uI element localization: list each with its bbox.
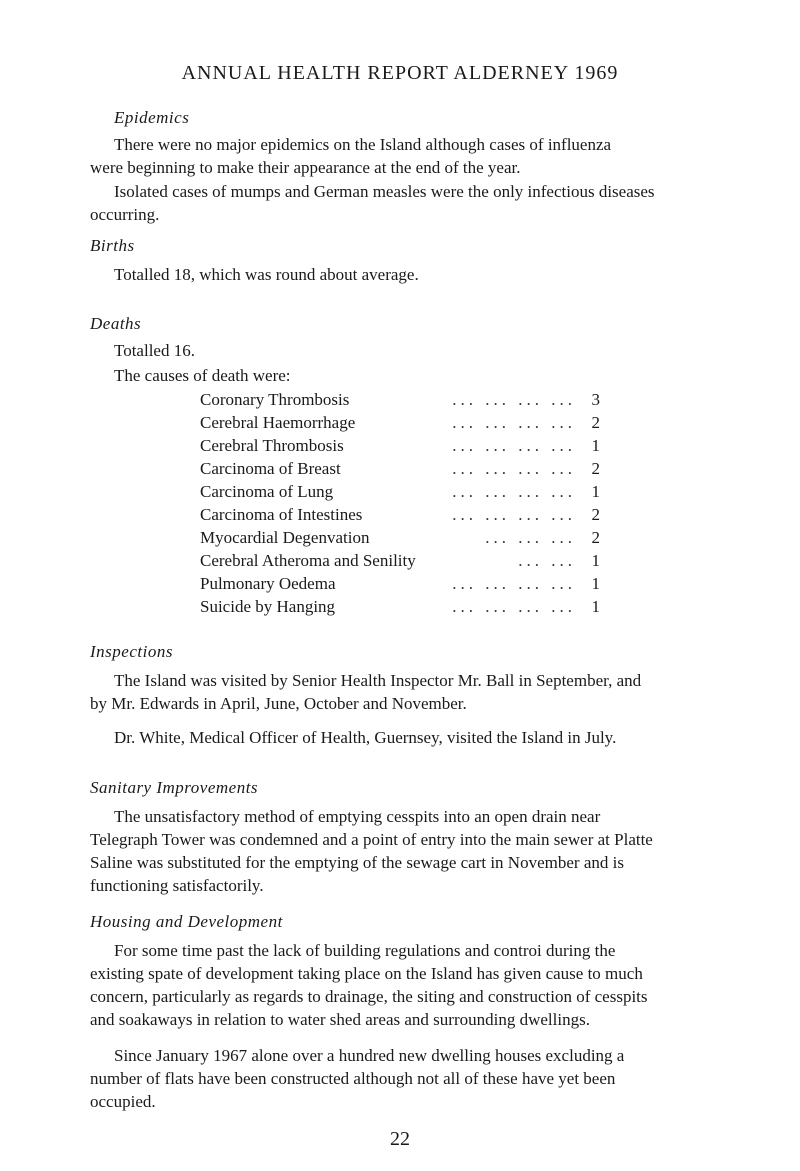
cause-count: 3 [591, 390, 600, 409]
list-item [200, 459, 600, 481]
cause-count: 1 [591, 574, 600, 593]
text-line: functioning satisfactorily. [90, 876, 264, 895]
cause-count: 1 [591, 436, 600, 455]
epidemics-paragraph-1 [90, 133, 714, 179]
text-line: Telegraph Tower was condemned and a point of entry into the main sewer at Platte [90, 830, 653, 849]
text-line: Since January 1967 alone over a hundred new dwelling houses excluding a [114, 1046, 625, 1065]
list-item [200, 436, 600, 458]
text-line: For some time past the lack of building regulations and controi during the [114, 941, 616, 960]
epidemics-heading: Epidemics [114, 108, 190, 127]
list-item [200, 505, 600, 527]
text-line: and soakaways in relation to water shed areas and surrounding dwellings. [90, 1010, 590, 1029]
births-text: Totalled 18, which was round about average. [114, 265, 419, 284]
text-line: number of flats have been constructed although not all of these have yet been [90, 1069, 616, 1088]
text-line: occupied. [90, 1092, 156, 1111]
text-line: existing spate of development taking place on the Island has given cause to much [90, 964, 643, 983]
cause-label: Cerebral Thrombosis [200, 436, 344, 455]
leader-dots: ... ... [518, 551, 576, 570]
leader-dots: ... ... ... ... [452, 459, 576, 478]
cause-label: Coronary Thrombosis [200, 390, 350, 409]
text-line: There were no major epidemics on the Island although cases of influenza [114, 135, 612, 154]
births-heading: Births [90, 236, 135, 255]
leader-dots: ... ... ... [485, 528, 576, 547]
cause-label: Cerebral Atheroma and Senility [200, 551, 416, 570]
leader-dots: ... ... ... ... [452, 436, 576, 455]
text-line: were beginning to make their appearance at the end of the year. [90, 158, 521, 177]
cause-count: 2 [591, 505, 600, 524]
cause-label: Cerebral Haemorrhage [200, 413, 356, 432]
list-item [200, 528, 600, 550]
housing-heading: Housing and Development [90, 912, 283, 931]
deaths-intro: The causes of death were: [114, 366, 291, 385]
cause-count: 1 [591, 597, 600, 616]
leader-dots: ... ... ... ... [452, 482, 576, 501]
list-item [200, 551, 600, 573]
cause-count: 1 [591, 551, 600, 570]
text-line: occurring. [90, 205, 160, 224]
list-item [200, 413, 600, 435]
leader-dots: ... ... ... ... [452, 574, 576, 593]
housing-paragraph-1 [90, 939, 714, 1031]
inspections-heading: Inspections [90, 642, 173, 661]
cause-label: Carcinoma of Intestines [200, 505, 363, 524]
list-item [200, 390, 600, 412]
text-line: by Mr. Edwards in April, June, October and November. [90, 694, 467, 713]
text-line: Isolated cases of mumps and German measles were the only infectious diseases [114, 182, 655, 201]
text-line: The unsatisfactory method of emptying cesspits into an open drain near [114, 807, 601, 826]
cause-label: Pulmonary Oedema [200, 574, 336, 593]
sanitary-heading: Sanitary Improvements [90, 778, 259, 797]
list-item [200, 482, 600, 504]
cause-count: 2 [591, 528, 600, 547]
inspections-paragraph-1 [90, 669, 714, 715]
cause-count: 2 [591, 413, 600, 432]
list-item [200, 597, 600, 619]
leader-dots: ... ... ... ... [452, 505, 576, 524]
cause-label: Carcinoma of Lung [200, 482, 334, 501]
leader-dots: ... ... ... ... [452, 390, 576, 409]
cause-label: Myocardial Degenvation [200, 528, 370, 547]
deaths-heading: Deaths [90, 314, 142, 333]
deaths-total: Totalled 16. [114, 341, 195, 360]
housing-paragraph-2 [90, 1044, 714, 1113]
leader-dots: ... ... ... ... [452, 597, 576, 616]
list-item [200, 574, 600, 596]
page-number: 22 [390, 1128, 410, 1150]
cause-label: Suicide by Hanging [200, 597, 336, 616]
epidemics-paragraph-2 [90, 180, 714, 226]
cause-count: 1 [591, 482, 600, 501]
sanitary-paragraph [90, 805, 714, 897]
cause-count: 2 [591, 459, 600, 478]
text-line: The Island was visited by Senior Health Inspector Mr. Ball in September, and [114, 671, 642, 690]
leader-dots: ... ... ... ... [452, 413, 576, 432]
text-line: concern, particularly as regards to drainage, the siting and construction of cesspits [90, 987, 648, 1006]
page-header: ANNUAL HEALTH REPORT ALDERNEY 1969 [181, 62, 619, 84]
cause-label: Carcinoma of Breast [200, 459, 341, 478]
inspections-paragraph-2: Dr. White, Medical Officer of Health, Guernsey, visited the Island in July. [114, 728, 617, 747]
text-line: Saline was substituted for the emptying of the sewage cart in November and is [90, 853, 624, 872]
